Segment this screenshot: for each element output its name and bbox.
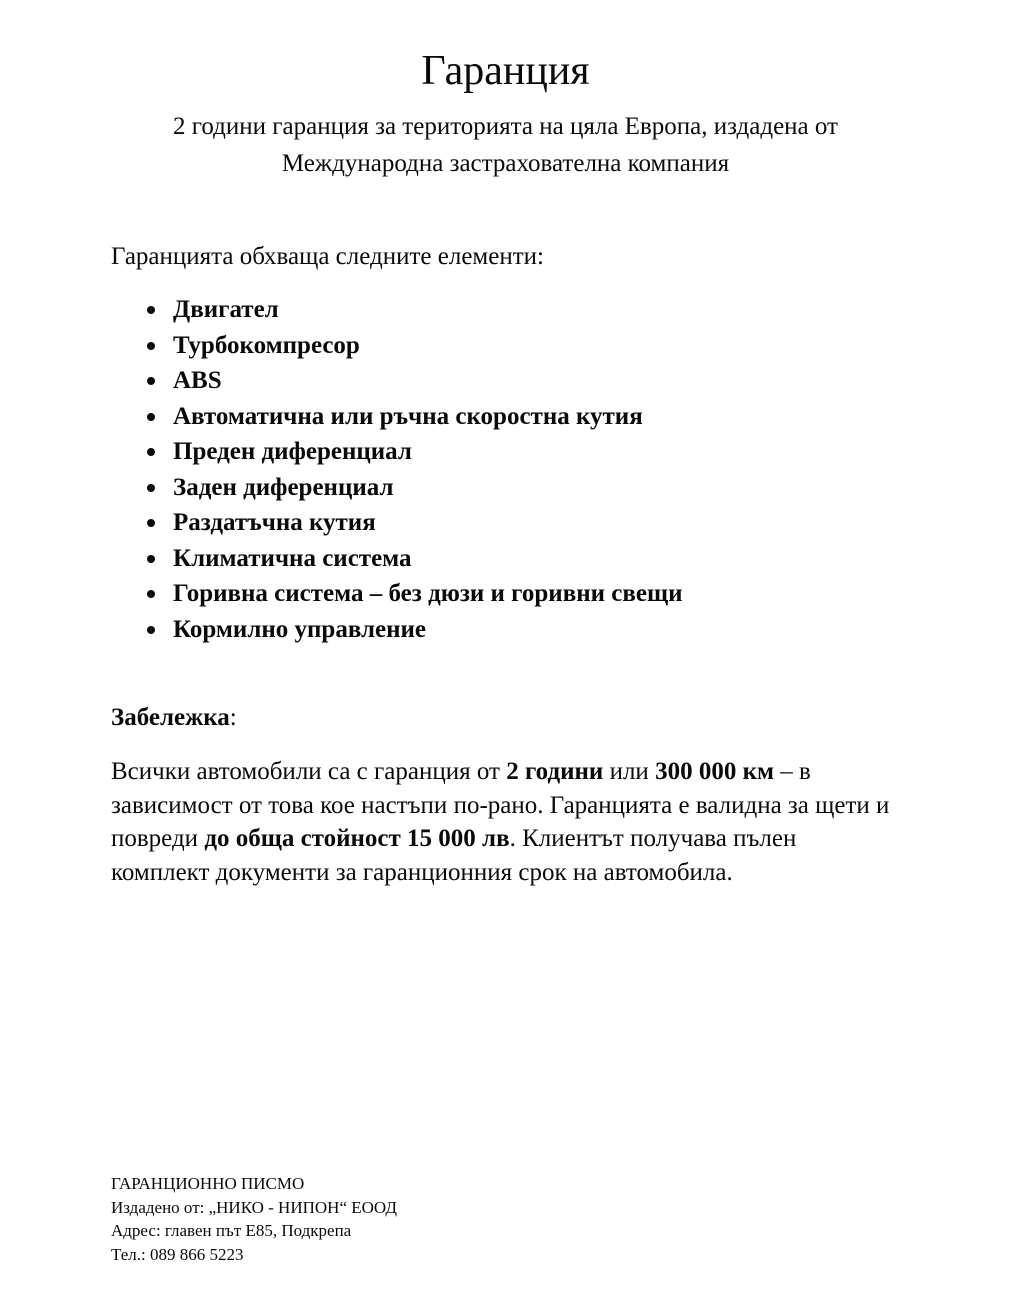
list-item: Заден диференциал — [111, 470, 900, 506]
document-subtitle — [111, 108, 900, 182]
footer-issuer: Издадено от: „НИКО - НИПОН“ ЕООД — [111, 1197, 397, 1217]
note-paragraph — [111, 755, 900, 889]
list-item: Преден диференциал — [111, 434, 900, 470]
footer-letter-type: ГАРАНЦИОННО ПИСМО — [111, 1174, 305, 1193]
page-title: Гаранция — [421, 48, 590, 94]
footer-phone: Тел.: 089 866 5223 — [111, 1244, 244, 1264]
list-item: Горивна система – без дюзи и горивни свещи — [111, 576, 900, 612]
note-bold-segment: 2 години — [506, 758, 604, 785]
list-item: Турбокомпресор — [111, 328, 900, 364]
list-item: Автоматична или ръчна скоростна кутия — [111, 399, 900, 435]
list-item: Раздатъчна кутия — [111, 505, 900, 541]
note-text-segment: Всички автомобили са с гаранция от — [111, 758, 507, 785]
footer-address: Адрес: главен път Е85, Подкрепа — [111, 1221, 352, 1240]
subtitle-line-1: 2 години гаранция за територията на цяла Европа, издадена от — [172, 113, 838, 140]
note-label: Забележка — [111, 704, 230, 731]
document-footer — [111, 1172, 397, 1266]
list-item: Двигател — [111, 292, 900, 328]
subtitle-line-2: Международна застрахователна компания — [281, 150, 730, 177]
coverage-intro-text: Гаранцията обхваща следните елементи: — [111, 243, 544, 270]
note-text-segment: – в зависимост от това кое настъпи по-рано. Гаранцията е валидна за щети и повреди — [111, 758, 890, 852]
note-heading — [111, 703, 900, 733]
note-colon: : — [229, 704, 237, 731]
note-text-segment: или — [603, 758, 656, 785]
list-item: Кормилно управление — [111, 612, 900, 648]
list-item: ABS — [111, 363, 900, 399]
coverage-list — [111, 292, 900, 647]
note-bold-segment: до обща стойност 15 000 лв — [204, 825, 510, 852]
note-bold-segment: 300 000 км — [655, 758, 774, 785]
note-text-segment: . Клиентът получава пълен комплект документи за гаранционния срок на автомобила. — [111, 825, 797, 886]
list-item: Климатична система — [111, 541, 900, 577]
